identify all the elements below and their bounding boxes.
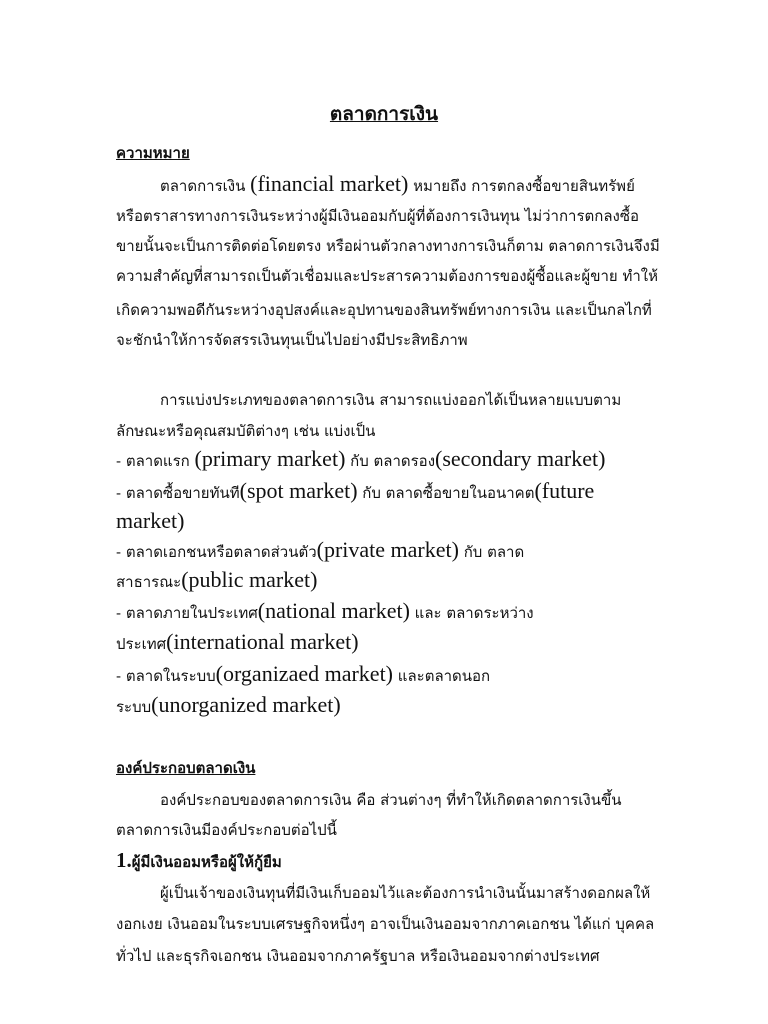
text-segment: และตลาดนอก	[393, 667, 491, 685]
list-item	[116, 537, 525, 562]
list-item-continuation	[116, 567, 318, 592]
text-segment: - ตลาดแรก	[116, 452, 195, 470]
text-segment: ประเทศ	[116, 635, 167, 653]
section-heading-meaning: ความหมาย	[116, 144, 190, 162]
paragraph-line: งอกเงย เงินออมในระบบเศรษฐกิจหนึ่งๆ อาจเป็นเงินออมจากภาคเอกชน ได้แก่ บุคคล	[116, 915, 655, 933]
english-term: (public market)	[181, 567, 318, 592]
list-item-continuation	[116, 692, 341, 717]
english-term: (national market)	[257, 598, 410, 623]
section-heading-components: องค์ประกอบตลาดเงิน	[116, 759, 256, 777]
text-segment: ตลาดการเงิน	[160, 177, 251, 195]
paragraph-line: เกิดความพอดีกันระหว่างอุปสงค์และอุปทานของสินทรัพย์ทางการเงิน และเป็นกลไกที่	[116, 301, 652, 319]
list-item-continuation	[116, 629, 359, 654]
paragraph-line: ลักษณะหรือคุณสมบัติต่างๆ เช่น แบ่งเป็น	[116, 422, 376, 440]
text-segment: และ ตลาดระหว่าง	[409, 604, 534, 622]
paragraph-line: ขายนั้นจะเป็นการติดต่อโดยตรง หรือผ่านตัวกลางทางการเงินก็ตาม ตลาดการเงินจึงมี	[116, 237, 660, 255]
english-term: (spot market)	[239, 478, 358, 503]
text-segment: กับ ตลาดรอง	[345, 452, 436, 470]
text-segment: - ตลาดซื้อขายทันที	[116, 484, 240, 502]
paragraph-line: ความสำคัญที่สามารถเป็นตัวเชื่อมและประสารความต้องการของผู้ซื้อและผู้ขาย ทำให้	[116, 267, 658, 285]
paragraph-line: จะชักนำให้การจัดสรรเงินทุนเป็นไปอย่างมีประสิทธิภาพ	[116, 331, 468, 349]
text-segment: กับ ตลาด	[458, 543, 525, 561]
english-term: (unorganized market)	[151, 692, 341, 717]
english-term: (private market)	[316, 537, 459, 562]
page-title: ตลาดการเงิน	[329, 103, 439, 125]
paragraph-line: การแบ่งประเภทของตลาดการเงิน สามารถแบ่งออกได้เป็นหลายแบบตาม	[160, 391, 622, 409]
numbered-heading	[116, 850, 282, 872]
list-item-continuation	[116, 508, 185, 533]
english-term: (organizaed market)	[215, 661, 394, 686]
english-term: market)	[116, 508, 185, 533]
english-term: (international market)	[166, 629, 359, 654]
item-number: 1.	[116, 848, 132, 872]
english-term: (future	[534, 478, 595, 503]
text-segment: สาธารณะ	[116, 573, 182, 591]
item-label: ผู้มีเงินออมหรือผู้ให้กู้ยืม	[131, 853, 282, 871]
text-segment: ระบบ	[116, 698, 152, 716]
english-term: (financial market)	[250, 171, 409, 196]
text-segment: - ตลาดเอกชนหรือตลาดส่วนตัว	[116, 543, 317, 561]
list-item	[116, 478, 595, 503]
text-segment: กับ ตลาดซื้อขายในอนาคต	[357, 484, 535, 502]
english-term: (primary market)	[194, 446, 346, 471]
paragraph-line	[160, 171, 635, 196]
paragraph-line: องค์ประกอบของตลาดการเงิน คือ ส่วนต่างๆ ที่ทำให้เกิดตลาดการเงินขึ้น	[160, 791, 622, 809]
list-item	[116, 598, 534, 623]
text-segment: - ตลาดภายในประเทศ	[116, 604, 258, 622]
list-item	[116, 446, 606, 471]
list-item	[116, 661, 491, 686]
paragraph-line: ทั่วไป และธุรกิจเอกชน เงินออมจากภาครัฐบาล หรือเงินออมจากต่างประเทศ	[116, 947, 600, 965]
paragraph-line: ตลาดการเงินมีองค์ประกอบต่อไปนี้	[116, 821, 337, 839]
text-segment: หมายถึง การตกลงซื้อขายสินทรัพย์	[408, 177, 635, 195]
paragraph-line: ผู้เป็นเจ้าของเงินทุนที่มีเงินเก็บออมไว้และต้องการนำเงินนั้นมาสร้างดอกผลให้	[160, 884, 651, 902]
paragraph-line: หรือตราสารทางการเงินระหว่างผู้มีเงินออมกับผู้ที่ต้องการเงินทุน ไม่ว่าการตกลงซื้อ	[116, 207, 640, 225]
text-segment: - ตลาดในระบบ	[116, 667, 216, 685]
english-term: (secondary market)	[435, 446, 606, 471]
